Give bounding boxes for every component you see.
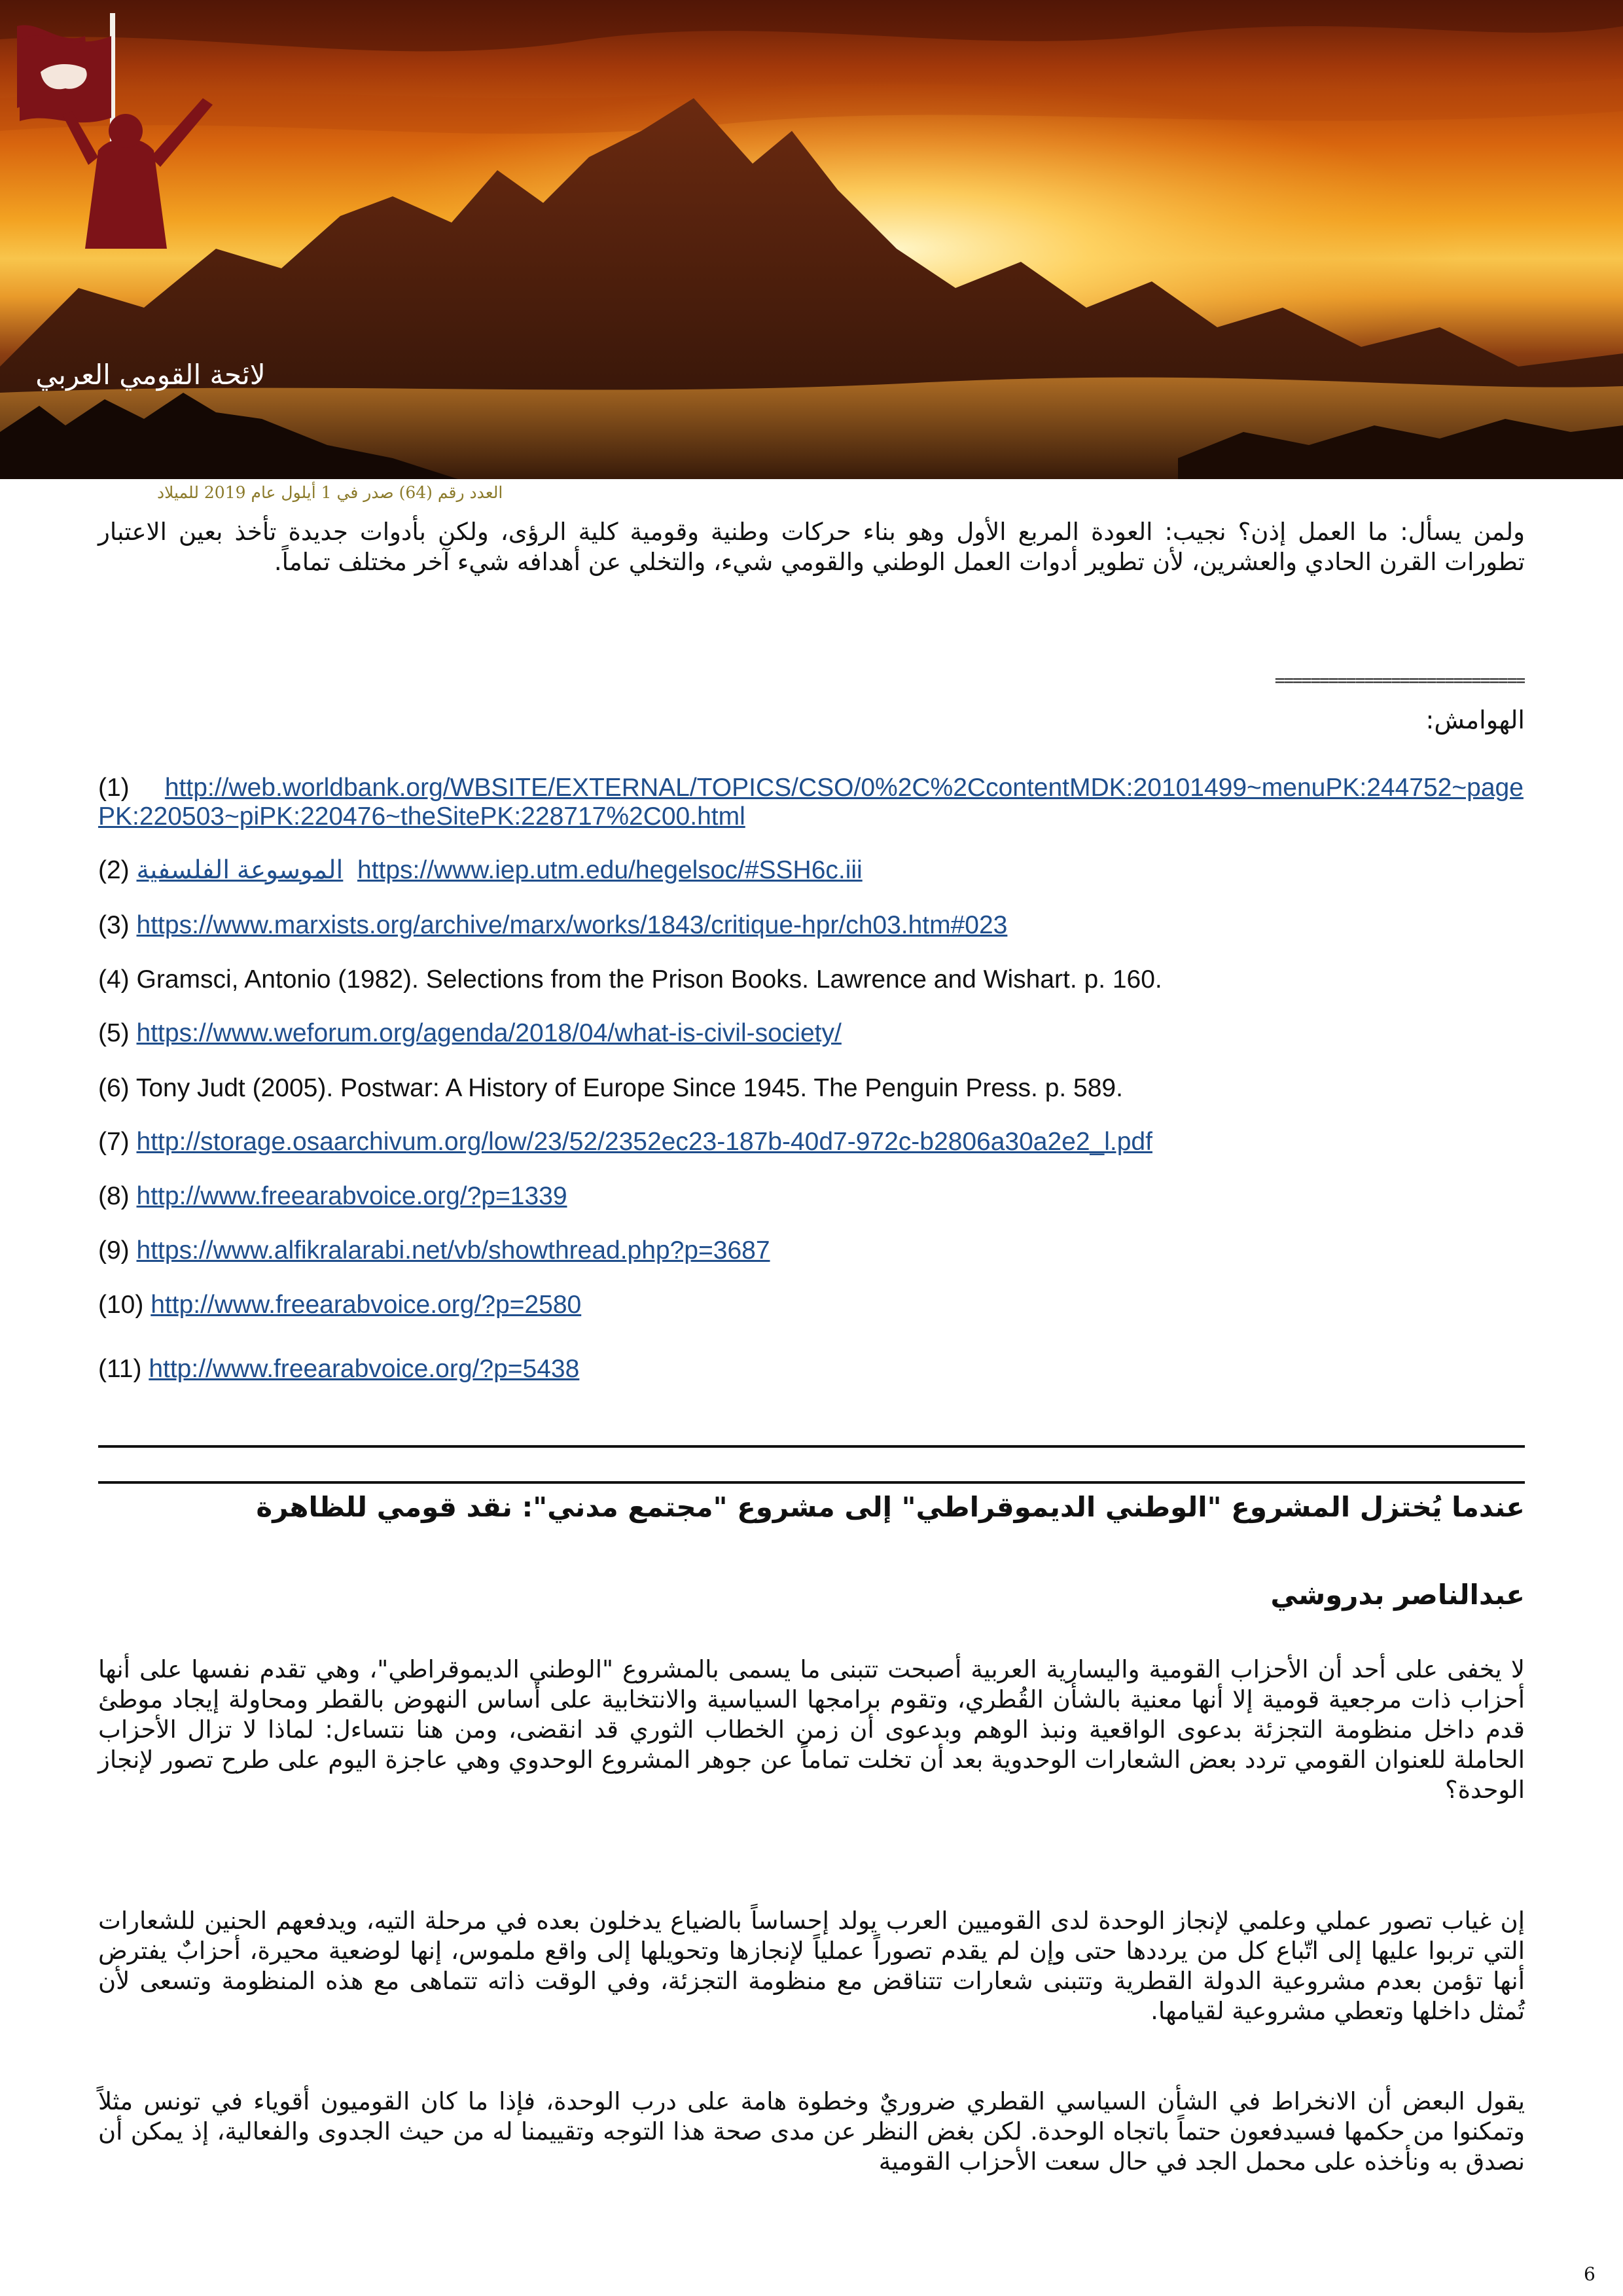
intro-paragraph: ولمن يسأل: ما العمل إذن؟ نجيب: العودة المربع الأول وهو بناء حركات وطنية وقومية كلية الرؤى، ولكن بأدوات جديدة تأخذ بعين الاعتبار تطورات القرن الحادي والعشرين، لأن تطوير أدوات العمل الوطني والقومي شيء، والتخلي عن أهدافه شيء آخر مختلف تماماً. [98,518,1525,576]
footnote-link[interactable]: http://web.worldbank.org/WBSITE/EXTERNAL/TOPICS/CSO/0%2C%2CcontentMDK:20101499~menuPK:244752~pagePK:220503~piPK:220476~theSitePK:228717%2C00.html [98,774,1524,831]
issue-line: العدد رقم (64) صدر في 1 أيلول عام 2019 للميلاد [157,483,503,502]
footnote-number: (9) [98,1236,130,1265]
footnote-number: (10) [98,1291,144,1319]
footnote-10 [98,1291,1525,1319]
footnote-link[interactable]: http://www.freearabvoice.org/?p=5438 [149,1355,580,1383]
footnote-number: (6) [98,1074,130,1102]
footnote-6 [98,1074,1525,1103]
footnote-1 [98,774,1525,831]
footnote-number: (4) [98,965,130,994]
divider-rule [98,1481,1525,1484]
logo-flag-icon [0,0,262,262]
footnote-number: (7) [98,1128,130,1156]
footnote-number: (5) [98,1019,130,1047]
footnote-number: (2) [98,856,130,884]
brand-name: لائحة القومي العربي [35,359,266,391]
footnote-link[interactable]: http://www.freearabvoice.org/?p=1339 [136,1182,567,1210]
footnote-number: (3) [98,911,130,939]
article-paragraph-3: يقول البعض أن الانخراط في الشأن السياسي القطري ضروريٌ وخطوة هامة على درب الوحدة، فإذا ما كان القوميون أقوياء في تونس مثلاً وتمكنوا من حكمها فسيدفعون حتماً باتجاه الوحدة. لكن بغض النظر عن مدى صحة هذا التوجه وتقييمنا له من حيث الجدوى والفعالية، إذ يمكن أن نصدق به ونأخذه على محمل الجد في حال سعت الأحزاب القومية [98,2087,1525,2176]
footnote-link[interactable]: https://www.alfikralarabi.net/vb/showthread.php?p=3687 [136,1236,770,1265]
footnote-4 [98,965,1525,994]
header-banner [0,0,1623,479]
footnote-citation: Tony Judt (2005). Postwar: A History of Europe Since 1945. The Penguin Press. p. 589. [135,1074,1123,1102]
article-paragraph-1: لا يخفى على أحد أن الأحزاب القومية واليسارية العربية أصبحت تتبنى ما يسمى بالمشروع "الوطني الديموقراطي"، وهي تقدم نفسها على أنها أحزاب ذات مرجعية قومية إلا أنها معنية بالشأن القُطري، وتقوم برامجها السياسية والانتخابية على أساس النهوض بالقطر ومحاولة إيجاد موطئ قدم داخل منظومة التجزئة بدعوى الواقعية ونبذ الوهم وبدعوى أن زمن الخطاب الثوري قد انقضى، ومن هنا نتساءل: لماذا لا تزال الأحزاب الحاملة للعنوان القومي تردد بعض الشعارات الوحدوية بعد أن تخلت تماماً عن جوهر المشروع الوحدوي وهي عاجزة اليوم على طرح تصور لإنجاز الوحدة؟ [98,1655,1525,1804]
footnote-2 [98,856,1525,885]
footnote-link[interactable]: https://www.marxists.org/archive/marx/works/1843/critique-hpr/ch03.htm#023 [136,911,1008,939]
page-number: 6 [1584,2263,1596,2285]
footnote-link[interactable]: http://www.freearabvoice.org/?p=2580 [151,1291,582,1319]
article-author: عبدالناصر بدروشي [1270,1579,1525,1611]
footnote-number: (11) [98,1355,142,1383]
footnote-7 [98,1128,1525,1157]
footnote-link[interactable]: https://www.iep.utm.edu/hegelsoc/#SSH6c.iii [357,856,863,884]
divider-rule [98,1445,1525,1448]
footnote-source-label[interactable]: الموسوعة الفلسفية [136,856,344,884]
footnote-11 [98,1355,1525,1384]
footnote-link[interactable]: http://storage.osaarchivum.org/low/23/52/2352ec23-187b-40d7-972c-b2806a30a2e2_l.pdf [136,1128,1152,1156]
article-title: عندما يُختزل المشروع "الوطني الديموقراطي" إلى مشروع "مجتمع مدني": نقد قومي للظاهرة [256,1491,1525,1523]
footnote-3 [98,911,1525,940]
footnote-8 [98,1182,1525,1211]
footnote-citation: Gramsci, Antonio (1982). Selections from the Prison Books. Lawrence and Wishart. p. 160. [136,965,1162,994]
footnote-number: (8) [98,1182,130,1210]
footnote-link[interactable]: https://www.weforum.org/agenda/2018/04/what-is-civil-society/ [136,1019,842,1047]
article-paragraph-2: إن غياب تصور عملي وعلمي لإنجاز الوحدة لدى القوميين العرب يولد إحساساً بالضياع يدخلون بعده في مرحلة التيه، ويدفعهم الحنين للشعارات التي تربوا عليها إلى اتّباع كل من يرددها حتى وإن لم يقدم تصوراً عملياً لإنجازها وتحويلها إلى واقع ملموس، إنها لوضعية محيرة، أحزابٌ يفترض أنها تؤمن بعدم مشروعية الدولة القطرية وتتبنى شعارات تتناقض مع منظومة التجزئة، وفي الوقت ذاته تتماهى مع هذه المنظومة وتسعى لأن تُمثل داخلها وتعطي مشروعية لقيامها. [98,1907,1525,2025]
separator-line: ============================ [1274,675,1525,686]
footnotes-heading: الهوامش: [1425,706,1525,734]
footnote-number: (1) [98,774,130,802]
footnote-9 [98,1236,1525,1265]
footnote-5 [98,1019,1525,1048]
